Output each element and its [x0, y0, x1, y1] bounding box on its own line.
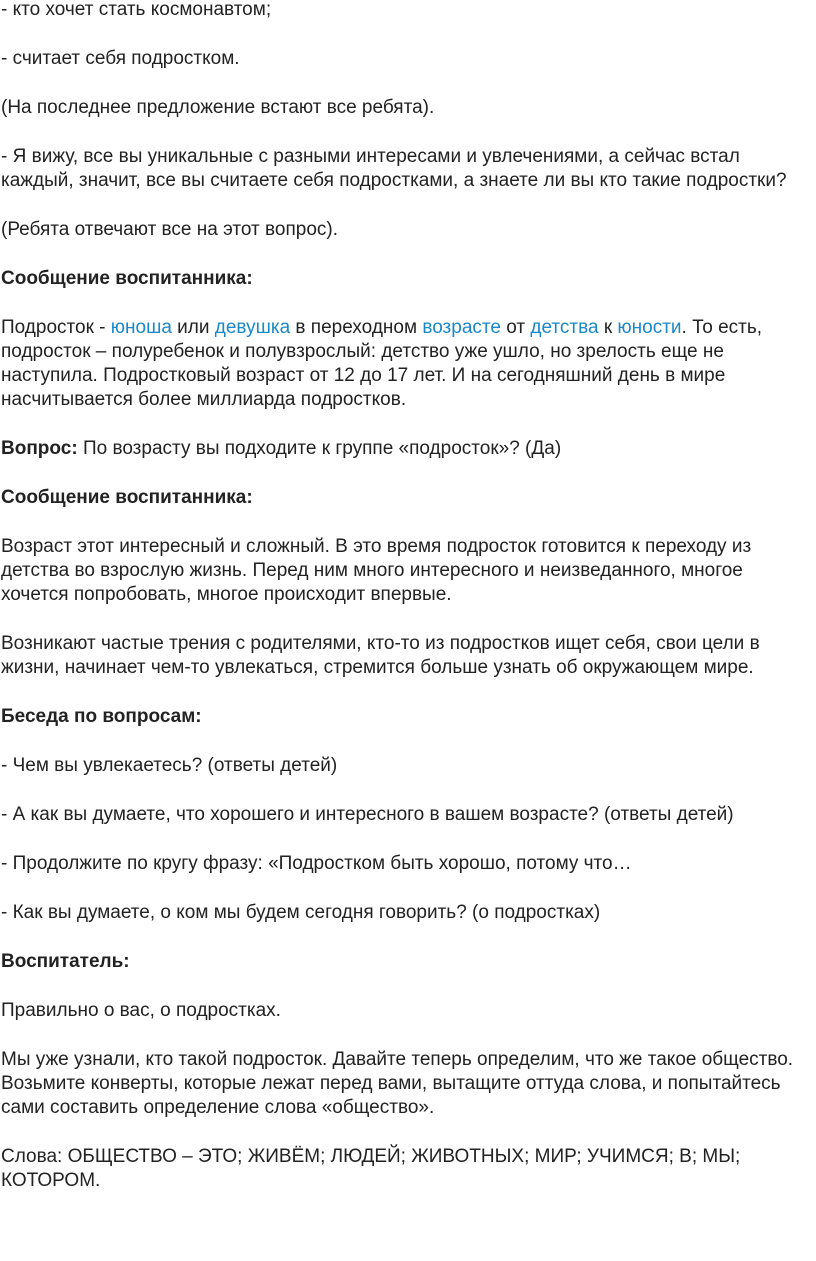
question-label: Вопрос:: [1, 438, 78, 459]
heading-conversation: Беседа по вопросам:: [1, 706, 202, 727]
link-girl[interactable]: девушка: [214, 317, 291, 338]
link-age[interactable]: возрасте: [422, 317, 501, 338]
paragraph-astronaut: - кто хочет стать космонавтом;: [1, 0, 272, 20]
paragraph-correct: Правильно о вас, о подростках.: [1, 1000, 281, 1021]
paragraph-teenager-definition: [1, 316, 815, 412]
link-childhood[interactable]: детства: [530, 317, 599, 338]
text-segment: или: [171, 317, 215, 338]
heading-teacher: Воспитатель:: [1, 951, 130, 972]
paragraph-words: Слова: ОБЩЕСТВО – ЭТО; ЖИВЁМ; ЛЮДЕЙ; ЖИВОТНЫХ; МИР; УЧИМСЯ; В; МЫ; КОТОРОМ.: [1, 1146, 741, 1191]
paragraph-children-answer: (Ребята отвечают все на этот вопрос).: [1, 219, 338, 240]
link-youth[interactable]: юноша: [110, 317, 172, 338]
heading-pupil-message-2: Сообщение воспитанника:: [1, 487, 253, 508]
paragraph-topic-guess: - Как вы думаете, о ком мы будем сегодня говорить? (о подростках): [1, 902, 601, 923]
paragraph-teenager: - считает себя подростком.: [1, 48, 240, 69]
text-segment: в переходном: [290, 317, 423, 338]
paragraph-question-teenagers: - Я вижу, все вы уникальные с разными интересами и увлечениями, а сейчас встал каждый, значит, все вы считаете себя подростками, а знаете ли вы кто такие подростки?: [1, 146, 787, 191]
text-segment: Подросток -: [1, 317, 111, 338]
paragraph-society-task: Мы уже узнали, кто такой подросток. Давайте теперь определим, что же такое общество. Возьмите конверты, которые лежат перед вами, вытащите оттуда слова, и попытайтесь сами составить определение слова «общество».: [1, 1049, 794, 1118]
text-segment: . То есть, подросток – полуребенок и полувзрослый: детство уже ушло, но зрелость еще не наступила. Подростковый возраст от 12 до 17 лет. И на сегодняшний день в мире насчитывается более миллиарда подростков.: [1, 317, 763, 410]
link-adolescence[interactable]: юности: [617, 317, 682, 338]
heading-pupil-message-1: Сообщение воспитанника:: [1, 268, 253, 289]
paragraph-hobbies: - Чем вы увлекаетесь? (ответы детей): [1, 755, 338, 776]
paragraph-conflicts: Возникают частые трения с родителями, кто-то из подростков ищет себя, свои цели в жизни, начинает чем-то увлекаться, стремится больше узнать об окружающем мире.: [1, 633, 760, 678]
text-segment: к: [598, 317, 618, 338]
document-body: [1, 0, 815, 1218]
paragraph-good-in-age: - А как вы думаете, что хорошего и интересного в вашем возрасте? (ответы детей): [1, 804, 734, 825]
paragraph-age-interesting: Возраст этот интересный и сложный. В это время подросток готовится к переходу из детства во взрослую жизнь. Перед ним много интересного и неизведанного, многое хочется попробовать, многое происходит впервые.: [1, 536, 752, 605]
paragraph-question-age: [1, 437, 815, 461]
paragraph-stand-up: (На последнее предложение встают все ребята).: [1, 97, 435, 118]
text-segment: от: [500, 317, 531, 338]
question-text: По возрасту вы подходите к группе «подросток»? (Да): [77, 438, 562, 459]
paragraph-continue-phrase: - Продолжите по кругу фразу: «Подростком быть хорошо, потому что…: [1, 853, 632, 874]
